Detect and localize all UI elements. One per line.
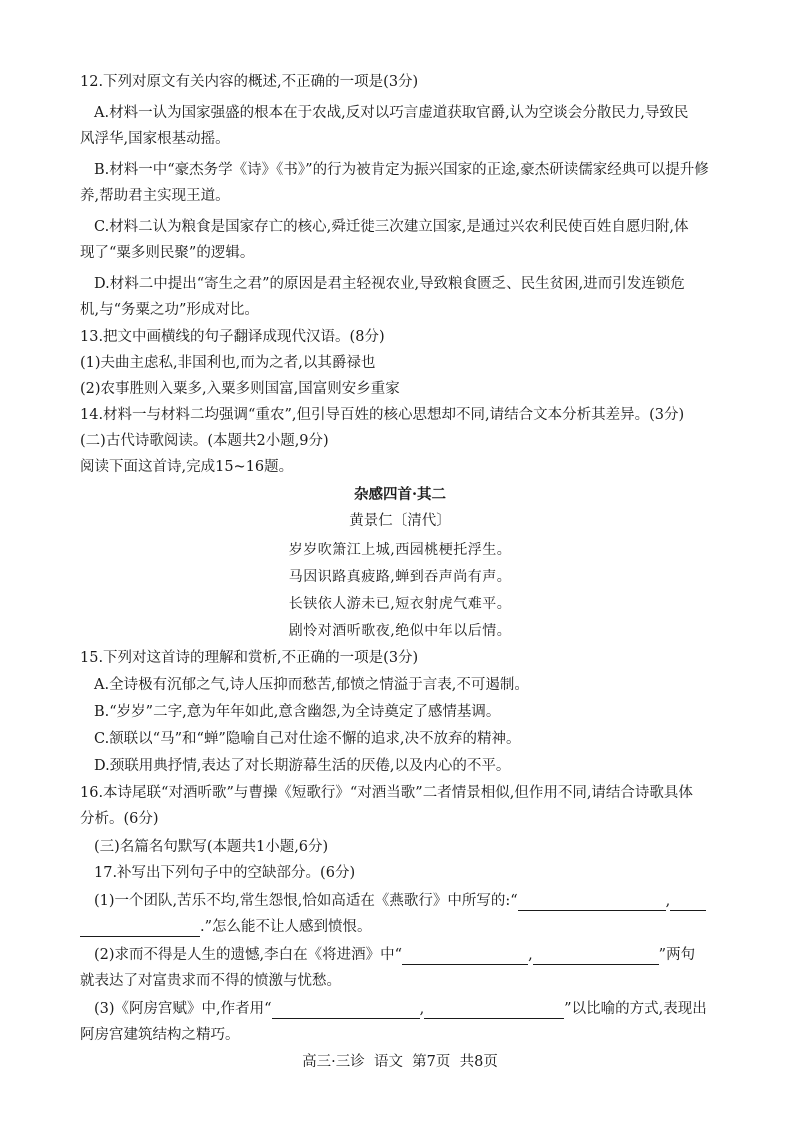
q15-option-d: D.颈联用典抒情,表达了对长期游幕生活的厌倦,以及内心的不平。: [94, 758, 511, 774]
q17-item-3-prefix: (3)《阿房宫赋》中,作者用“: [94, 1001, 272, 1017]
page-footer: 高三·三诊 语文 第7页 共8页: [302, 1054, 498, 1070]
q17-item-3-cont: 阿房宫建筑结构之精巧。: [80, 1027, 240, 1043]
q12-option-d-cont: 机,与“务粟之功”形成对比。: [80, 302, 259, 318]
q16-stem-cont: 分析。(6分): [80, 811, 159, 827]
q12-option-a: A.材料一认为国家强盛的根本在于农战,反对以巧言虚道获取官爵,认为空谈会分散民力,导致民: [94, 105, 689, 121]
q12-option-d: D.材料二中提出“寄生之君”的原因是君主轻视农业,导致粮食匮乏、民生贫困,进而引发连锁危: [94, 276, 685, 292]
poem-title: 杂感四首·其二: [353, 486, 447, 503]
q17-blank-2-start[interactable]: [670, 895, 706, 911]
q17-item-1-suffix: .”怎么能不让人感到愤恨。: [200, 919, 372, 935]
q17-item-1-prefix: (1)一个团队,苦乐不均,常生怨恨,恰如高适在《燕歌行》中所写的:“: [94, 893, 518, 909]
q17-item-2-prefix: (2)求而不得是人生的遗憾,李白在《将进酒》中“: [94, 947, 403, 963]
poem-line-4: 剧怜对酒听歌夜,绝似中年以后情。: [288, 623, 512, 639]
q17-item-3-suffix: ”以比喻的方式,表现出: [564, 1001, 707, 1017]
section2-instruction: 阅读下面这首诗,完成15~16题。: [80, 459, 294, 475]
q13-sentence-2: (2)农事胜则入粟多,入粟多则国富,国富则安乡重家: [80, 381, 400, 397]
q12-option-c-cont: 现了“粟多则民聚”的逻辑。: [80, 245, 255, 261]
q17-blank-1[interactable]: [518, 895, 666, 911]
section3-heading: (三)名篇名句默写(本题共1小题,6分): [94, 839, 329, 855]
q17-blank-6[interactable]: [424, 1003, 564, 1019]
q17-blank-4[interactable]: [533, 949, 659, 965]
poem-line-1: 岁岁吹箫江上城,西园桃梗托浮生。: [288, 542, 512, 558]
q12-option-c: C.材料二认为粮食是国家存亡的核心,舜迁徙三次建立国家,是通过兴农利民使百姓自愿归附,体: [94, 219, 689, 235]
q17-item-1-cont: [80, 917, 372, 937]
q12-option-a-cont: 风浮华,国家根基动摇。: [80, 131, 230, 147]
q17-item-1-comma: ,: [665, 893, 671, 909]
q12-option-b-cont: 养,帮助君主实现王道。: [80, 188, 230, 204]
q12-option-b: B.材料一中“豪杰务学《诗》《书》”的行为被肯定为振兴国家的正途,豪杰研读儒家经典可以提升修: [94, 162, 709, 178]
section2-heading: (二)古代诗歌阅读。(本题共2小题,9分): [80, 433, 329, 449]
q17-stem: 17.补写出下列句子中的空缺部分。(6分): [94, 865, 356, 881]
q17-item-2-suffix: ”两句: [658, 947, 696, 963]
q15-option-c: C.颔联以“马”和“蝉”隐喻自己对仕途不懈的追求,决不放弃的精神。: [94, 731, 521, 747]
poem-line-3: 长铗依人游未已,短衣射虎气难平。: [288, 596, 512, 612]
q17-blank-3[interactable]: [402, 949, 528, 965]
q17-item-1: [94, 891, 706, 911]
poem-author: 黄景仁〔清代〕: [349, 513, 451, 529]
q17-item-2-cont: 就表达了对富贵求而不得的愤激与忧愁。: [80, 973, 341, 989]
q15-stem: 15.下列对这首诗的理解和赏析,不正确的一项是(3分): [80, 650, 419, 666]
q17-item-3: [94, 999, 707, 1019]
q17-item-3-comma: ,: [419, 1001, 425, 1017]
q14-stem: 14.材料一与材料二均强调“重农”,但引导百姓的核心思想却不同,请结合文本分析其差异。(3分): [80, 407, 685, 423]
q13-sentence-1: (1)夫曲主虑私,非国利也,而为之者,以其爵禄也: [80, 355, 376, 371]
q12-stem: 12.下列对原文有关内容的概述,不正确的一项是(3分): [80, 74, 419, 90]
q13-stem: 13.把文中画横线的句子翻译成现代汉语。(8分): [80, 329, 385, 345]
q15-option-a: A.全诗极有沉郁之气,诗人压抑而愁苦,郁愤之情溢于言表,不可遏制。: [94, 677, 529, 693]
q17-blank-5[interactable]: [272, 1003, 420, 1019]
q17-item-2: [94, 945, 695, 965]
q17-item-2-comma: ,: [528, 947, 533, 963]
q15-option-b: B.“岁岁”二字,意为年年如此,意含幽怨,为全诗奠定了感情基调。: [94, 704, 501, 720]
poem-line-2: 马因识路真疲路,蝉到吞声尚有声。: [288, 569, 512, 585]
q16-stem: 16.本诗尾联“对酒听歌”与曹操《短歌行》“对酒当歌”二者情景相似,但作用不同,请结合诗歌具体: [80, 785, 693, 801]
q17-blank-2[interactable]: [80, 921, 200, 937]
